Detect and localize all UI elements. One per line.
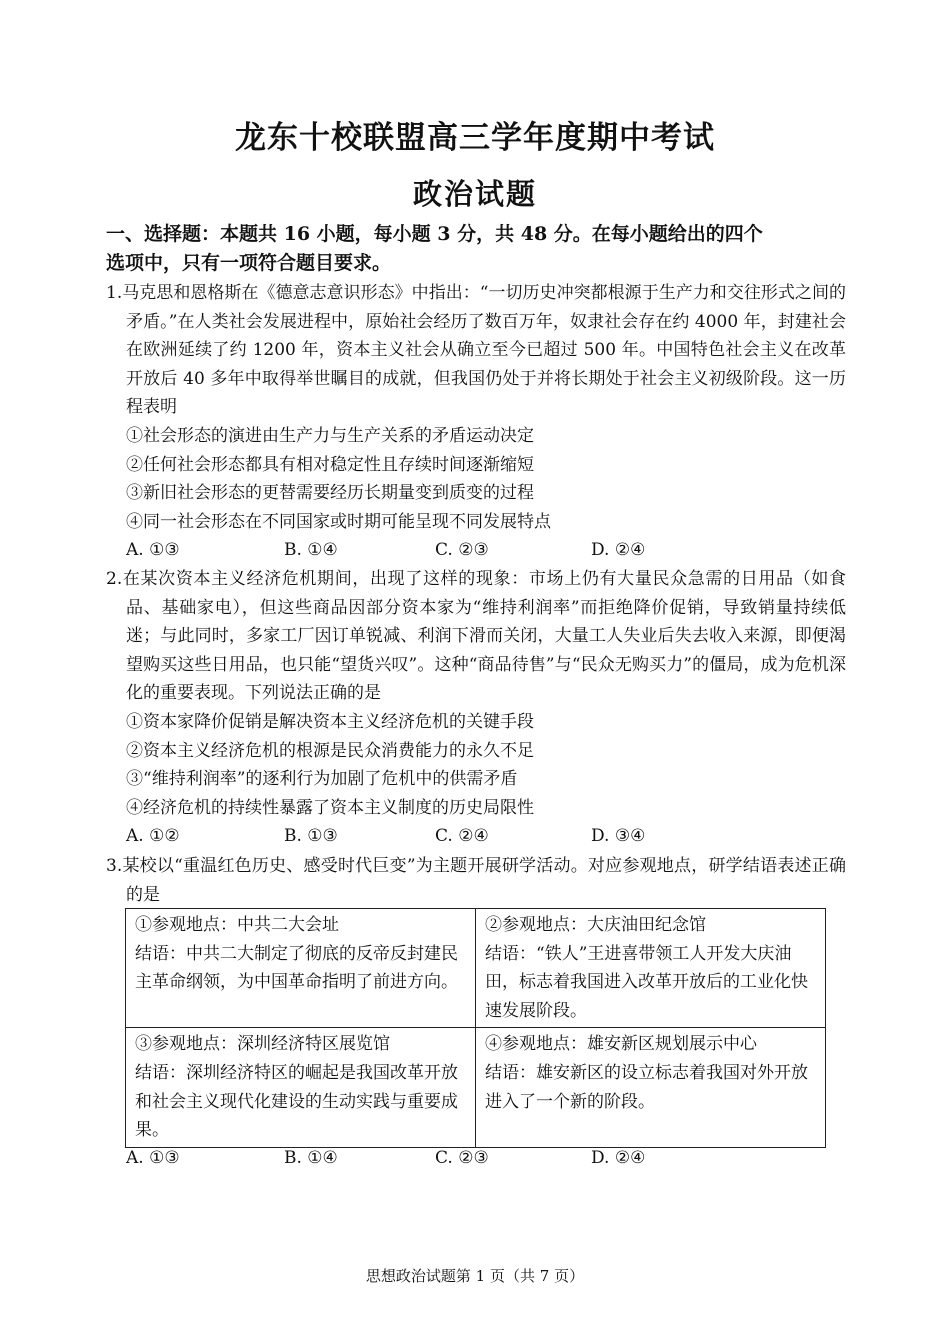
option-b: B. ①④: [284, 1148, 338, 1168]
statement-item: ①社会形态的演进由生产力与生产关系的矛盾运动决定: [126, 425, 534, 446]
exam-title: 龙东十校联盟高三学年度期中考试: [235, 120, 715, 156]
section-instruction: [106, 220, 846, 278]
statement-item: ④同一社会形态在不同国家或时期可能呈现不同发展特点: [126, 511, 551, 532]
option-d: D. ②④: [591, 540, 646, 561]
table-cell: [476, 1028, 826, 1147]
table-cell: [126, 1028, 476, 1147]
option-d: D. ③④: [591, 826, 646, 847]
option-b: B. ①④: [284, 540, 338, 561]
question-3: [106, 852, 846, 909]
statement-item: ②任何社会形态都具有相对稳定性且存续时间逐渐缩短: [126, 454, 534, 475]
option-a: A. ①③: [126, 540, 180, 561]
question-1: [106, 279, 846, 564]
statement-item: ③新旧社会形态的更替需要经历长期量变到质变的过程: [126, 483, 534, 504]
field-trip-table: [125, 908, 826, 1148]
exam-subtitle: 政治试题: [412, 177, 537, 211]
option-c: C. ②③: [435, 1148, 489, 1168]
option-a: A. ①②: [126, 826, 180, 847]
conclusion-text: 结语：“铁人”王进喜带领工人开发大庆油田，标志着我国进入改革开放后的工业化快速发展阶段。: [485, 943, 808, 1021]
answer-options: [106, 536, 846, 564]
conclusion-text: 结语：雄安新区的设立标志着我国对外开放进入了一个新的阶段。: [485, 1062, 808, 1112]
option-c: C. ②④: [435, 826, 489, 847]
conclusion-text: 结语：深圳经济特区的崛起是我国改革开放和社会主义现代化建设的生动实践与重要成果。: [135, 1062, 458, 1141]
question-stem: 3.某校以“重温红色历史、感受时代巨变”为主题开展研学活动。对应参观地点，研学结语表述正确的是: [106, 856, 846, 905]
site-label: ④参观地点：雄安新区规划展示中心: [485, 1034, 757, 1055]
table-cell: [126, 909, 476, 1028]
site-label: ①参观地点：中共二大会址: [135, 915, 339, 935]
option-a: A. ①③: [126, 1148, 180, 1168]
option-c: C. ②③: [435, 540, 489, 561]
question-stem: 1.马克思和恩格斯在《德意志意识形态》中指出：“一切历史冲突都根源于生产力和交往形式之间的矛盾。”在人类社会发展进程中，原始社会经历了数百万年，奴隶社会存在约 4000 年，封建社会在欧洲延续了约 1200 年，资本主义社会从确立至今已超过 500 年。中国特色社会主义在改革开放后 40 多年中取得举世瞩目的成就，但我国仍处于并将长期处于社会主义初级阶段。这一历程表明: [106, 283, 846, 418]
question-stem: 2.在某次资本主义经济危机期间，出现了这样的现象：市场上仍有大量民众急需的日用品（如食品、基础家电），但这些商品因部分资本家为“维持利润率”而拒绝降价促销，导致销量持续低迷；与此同时，多家工厂因订单锐减、利润下滑而关闭，大量工人失业后失去收入来源，即便渴望购买这些日用品，也只能“望货兴叹”。这种“商品待售”与“民众无购买力”的僵局，成为危机深化的重要表现。下列说法正确的是: [106, 569, 846, 704]
conclusion-text: 结语：中共二大制定了彻底的反帝反封建民主革命纲领，为中国革命指明了前进方向。: [135, 943, 458, 993]
page-footer: 思想政治试题第 1 页（共 7 页）: [365, 1267, 585, 1285]
question-2: [106, 565, 846, 850]
table-cell: [476, 909, 826, 1028]
answer-options: [106, 1144, 846, 1172]
table-row: [126, 1028, 826, 1147]
table-row: [126, 909, 826, 1028]
question-3-options: [106, 1144, 846, 1172]
statement-item: ③“维持利润率”的逐利行为加剧了危机中的供需矛盾: [126, 769, 518, 790]
answer-options: [106, 822, 846, 850]
site-label: ②参观地点：大庆油田纪念馆: [485, 915, 706, 935]
instruction-line-2: 选项中，只有一项符合题目要求。: [106, 252, 392, 274]
statement-item: ④经济危机的持续性暴露了资本主义制度的历史局限性: [126, 797, 534, 818]
statement-item: ②资本主义经济危机的根源是民众消费能力的永久不足: [126, 740, 534, 761]
site-label: ③参观地点：深圳经济特区展览馆: [135, 1034, 390, 1055]
option-b: B. ①③: [284, 826, 338, 847]
instruction-line-1: 一、选择题：本题共 16 小题，每小题 3 分，共 48 分。在每小题给出的四个: [106, 223, 763, 245]
statement-item: ①资本家降价促销是解决资本主义经济危机的关键手段: [126, 711, 534, 732]
option-d: D. ②④: [591, 1148, 646, 1168]
